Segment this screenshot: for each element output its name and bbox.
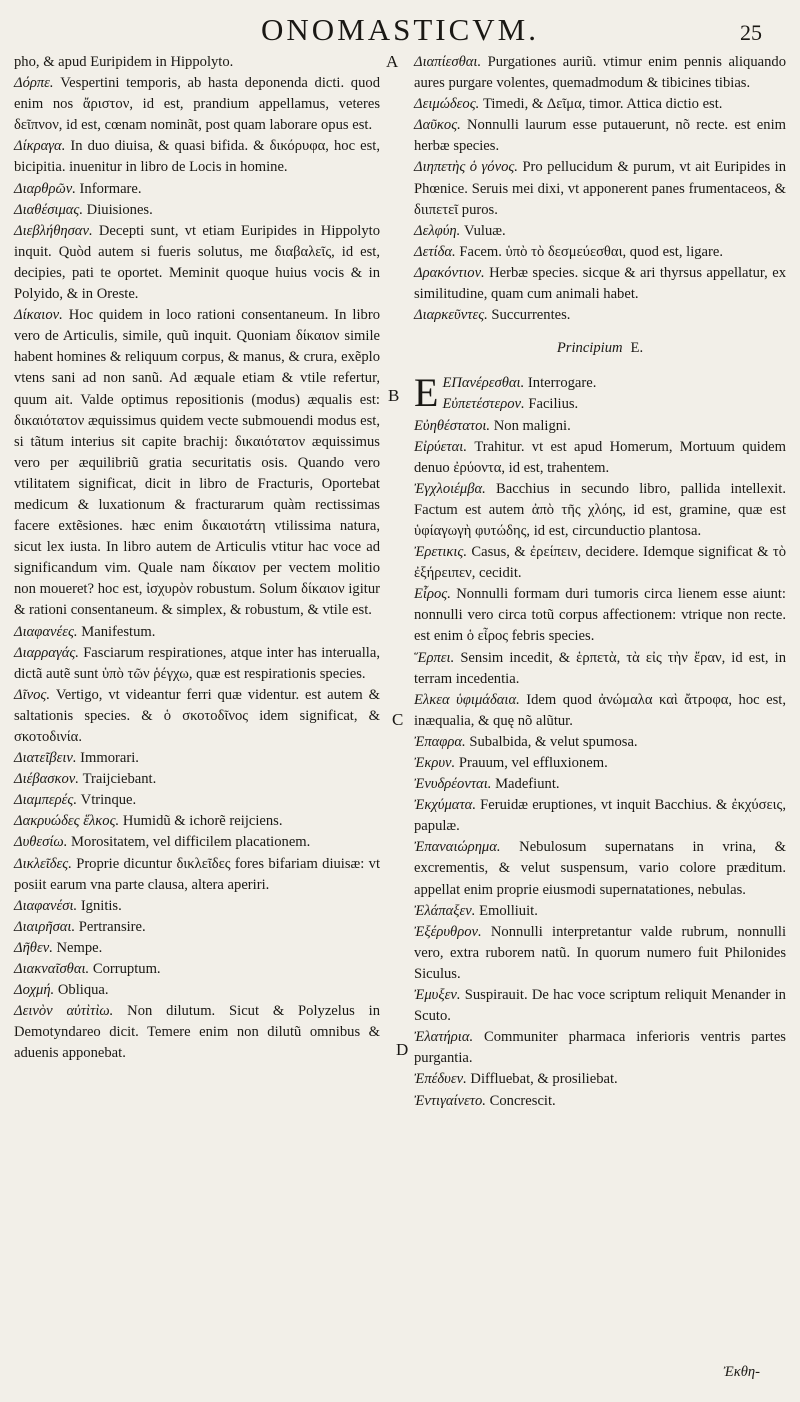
dictionary-entry: [414, 242, 786, 263]
dictionary-entry: [414, 732, 786, 753]
dictionary-entry: [14, 643, 380, 685]
section-heading-label: Principium: [556, 340, 623, 357]
entry-headword: Ἐκχύματα.: [414, 797, 476, 814]
entry-gloss: Ignitis.: [80, 897, 122, 914]
entry-gloss: Suspirauit. De hac voce scriptum reliquit Menander in Scuto.: [414, 987, 786, 1025]
dictionary-entry: [414, 305, 786, 326]
entry-gloss: Bacchius in secundo libro, pallida intellexit. Factum est autem ἀπὸ τῆς χλόης, id est, gramine, quæ est ὑφίαγωγὴ φυτώδης, id est, circunductio plantosa.: [414, 480, 786, 539]
dictionary-entry: [414, 52, 786, 94]
entry-gloss: Pertransire.: [78, 918, 146, 935]
entry-headword: Δρακόντιον.: [414, 264, 485, 281]
entry-headword: Δῖνος.: [14, 686, 50, 703]
entry-headword: ΕΠανέρεσθαι.: [442, 375, 525, 392]
entry-headword: Διαθέσιμας.: [14, 201, 84, 218]
dictionary-entry: [414, 648, 786, 690]
dictionary-entry: [14, 811, 380, 832]
dictionary-entry: [14, 73, 380, 136]
dictionary-entry: [414, 774, 786, 795]
entry-headword: Δίκαιον.: [14, 307, 63, 324]
margin-marker-b: B: [388, 386, 400, 405]
catchword: Ἐκθη-: [723, 1364, 760, 1380]
dictionary-entry: [414, 985, 786, 1027]
entry-gloss: Diffluebat, & prosiliebat.: [470, 1071, 618, 1088]
dictionary-entry: [14, 136, 380, 178]
entry-headword: Διαμπερές.: [14, 792, 77, 809]
entry-gloss: Non maligni.: [493, 417, 571, 434]
entry-headword: Δακρυώδες ἕλκος.: [14, 813, 120, 830]
entry-gloss: Idem quod ἀνώμαλα καὶ ἄτροφα, hoc est, inæqualia, & quę nõ alũtur.: [414, 691, 786, 729]
entry-headword: Δόρπε.: [14, 75, 54, 92]
entry-gloss: Immorari.: [80, 750, 139, 767]
entry-gloss: Prauum, vel effluxionem.: [458, 755, 608, 771]
dictionary-entry: [414, 690, 786, 732]
margin-marker-d: D: [396, 1040, 409, 1059]
dictionary-entry: [414, 1091, 786, 1112]
entry-headword: Διέβασκον.: [14, 771, 79, 788]
entry-headword: Δοχμή.: [14, 982, 55, 999]
dictionary-entry: [14, 854, 380, 896]
dictionary-entry: [14, 685, 380, 748]
dictionary-entry: [14, 790, 380, 811]
entry-headword: Ἐλάπαξεν.: [414, 902, 476, 919]
entry-headword: Εἰρύεται.: [414, 438, 468, 455]
entry-gloss: Nebulosum supernatans in vrina, & excrementis, & velut suspensum, vario colore præditum. appellat enim proprie eiusmodi supernatationes, nebulas.: [414, 839, 786, 898]
entry-gloss: Casus, & ἐρείπειν, decidere. Idemque significat & τὸ ἐξήρειπεν, cecidit.: [414, 544, 787, 582]
entry-headword: Διαφανέσι.: [14, 897, 78, 914]
entry-gloss: Succurrentes.: [491, 307, 571, 324]
dictionary-entry: [414, 584, 786, 647]
dictionary-entry: [414, 394, 786, 415]
entry-gloss: Communiter pharmaca inferioris ventris partes purgantia.: [414, 1029, 786, 1067]
entry-gloss: Diuisiones.: [86, 201, 153, 218]
entry-headword: Διακναῖσθαι.: [14, 961, 90, 978]
entry-headword: Διαρραγάς.: [14, 644, 79, 661]
dictionary-entry: [414, 416, 786, 437]
dictionary-entry: [414, 1027, 786, 1069]
entry-headword: Διεβλήθησαν.: [14, 222, 93, 239]
entry-gloss: Facem. ὑπὸ τὸ δεσμεύεσθαι, quod est, ligare.: [459, 243, 724, 260]
entry-gloss: Proprie dicuntur δικλεῖδες fores bifariam diuisæ: vt posiit earum vna parte clausa, altera aperiri.: [14, 855, 380, 893]
entry-gloss: Concrescit.: [489, 1092, 556, 1109]
dictionary-entry: [414, 837, 786, 900]
entry-headword: Δελφύη.: [414, 222, 461, 239]
dictionary-entry: [14, 769, 380, 790]
entry-gloss: Traijciebant.: [82, 771, 157, 788]
entry-gloss: Decepti sunt, vt etiam Euripides in Hippolyto inquit. Quòd autem si fueris solutus, me διαβαλεῖς, id est, decipies, pati te oportet. Meminit quoque huius vocis & in Polyido, & in Oreste.: [14, 222, 380, 303]
entry-headword: Δεινὸν αὐτὶτὶω.: [14, 1003, 114, 1020]
page-number: 25: [740, 20, 762, 45]
entry-headword: Ἐρετικις.: [414, 544, 468, 561]
entry-gloss: Manifestum.: [81, 623, 156, 640]
dictionary-entry: [414, 542, 786, 584]
entry-headword: Εὐπετέστερον.: [442, 396, 525, 413]
entry-gloss: Nonnulli laurum esse putauerunt, nõ recte. est enim herbæ species.: [414, 117, 786, 155]
entry-headword: Διαρθρῶν.: [14, 180, 76, 197]
dictionary-entry: [414, 263, 786, 305]
dictionary-entry: [414, 795, 786, 837]
entry-gloss: Non dilutum. Sicut & Polyzelus in Demotyndareo dicit. Temere enim non dilutũ omnibus & aduenis apponebat.: [14, 1003, 380, 1062]
dictionary-entry: [414, 157, 786, 220]
entry-headword: Ελκεα ὑφιμάδαια.: [414, 691, 520, 708]
entry-headword: Δειμώδεος.: [414, 96, 480, 113]
entry-headword: Ἐκρυν.: [414, 755, 456, 771]
dictionary-entry: [14, 938, 380, 959]
dictionary-entry: [14, 305, 380, 621]
entry-gloss: Emolliuit.: [479, 902, 538, 919]
dictionary-entry: [414, 753, 786, 774]
entry-gloss: Facilius.: [528, 396, 579, 413]
entry-gloss: Nonnulli formam duri tumoris circa lienem esse aiunt: nonnulli vero circa totũ corpus affectionem: vtrique non recte. est enim ὁ εἶρος febris species.: [414, 586, 786, 645]
entry-headword: Ἐμυξεν.: [414, 987, 461, 1004]
entry-gloss: Interrogare.: [527, 375, 597, 392]
entry-gloss: Subalbida, & velut spumosa.: [469, 733, 638, 750]
dictionary-entry: [14, 832, 380, 853]
entry-gloss: Morositatem, vel difficilem placationem.: [71, 834, 311, 851]
entry-headword: Διαιρῆσαι.: [14, 918, 76, 935]
entry-headword: Διηπετὴς ὁ γόνος.: [414, 159, 518, 176]
dictionary-entry: [14, 179, 380, 200]
entry-gloss: Vtrinque.: [80, 792, 137, 809]
entry-headword: Ἐνυδρέονται.: [414, 776, 492, 793]
section-heading-letter: E.: [630, 340, 644, 357]
dictionary-entry: [414, 922, 786, 985]
dictionary-entry: [414, 901, 786, 922]
entry-headword: Ἐξέρυθρον.: [414, 923, 482, 940]
entry-headword: Διαρκεῦντες.: [414, 307, 488, 324]
entry-headword: Εὐηθέστατοι.: [414, 417, 491, 434]
dictionary-entry: [414, 479, 786, 542]
margin-marker-c: C: [392, 710, 404, 729]
dictionary-entry: [414, 94, 786, 115]
dictionary-entry: [14, 52, 380, 73]
entry-headword: Ἐγχλοιέμβα.: [414, 480, 486, 497]
entry-gloss: Trahitur. vt est apud Homerum, Mortuum quidem denuo ἐρύοντα, id est, trahentem.: [414, 438, 786, 476]
left-column: [14, 52, 380, 1065]
entry-headword: Ἐπαφρα.: [414, 733, 466, 750]
entry-gloss: Vuluæ.: [463, 222, 506, 239]
entry-gloss: Corruptum.: [92, 961, 161, 978]
entry-gloss: Vespertini temporis, ab hasta deponenda dicti. quod enim nos ἄριστον, id est, prandium appellamus, veteres δεῖπνον, id est, cœnam nominãt, post quam laborare opus est.: [14, 75, 380, 134]
entry-gloss: Informare.: [79, 180, 142, 197]
entry-headword: Δίκραγα.: [14, 138, 66, 155]
entry-headword: Δαῦκος.: [414, 117, 461, 134]
entry-gloss: Humidũ & ichorẽ reijciens.: [122, 813, 283, 830]
entry-gloss: Nempe.: [56, 939, 103, 956]
entry-gloss: Pro pellucidum & purum, vt ait Euripides in Phœnice. Seruis mei dixi, vt apponerent panes frumentaceos, & διιπετεῖ puros.: [414, 159, 787, 218]
dictionary-entry: [14, 917, 380, 938]
entry-gloss: Herbæ species. sicque & ari thyrsus appellatur, ex similitudine, quam cum animali habet.: [414, 264, 786, 303]
entry-headword: Διαφανέες.: [14, 623, 78, 640]
entry-headword: Ἕρπει.: [414, 649, 455, 666]
entry-gloss: Timedi, & Δεῖμα, timor. Attica dictio est.: [482, 96, 723, 113]
entry-gloss: Hoc quidem in loco rationi consentaneum. In libro vero de Articulis, simile, quũ inquit. Quoniam δίκαιον simile habent homines & reliquum corpus, & manus, & crura, exẽplo vtens sani ad non sanũ. Ad æquale etiam & vtile refertur, quum ait. Valde optimus repositionis (modus) æqualis est: δικαιότατον æquissimus quidem vecte submouendi modus est, si tãtum interius sit capite brachij: δικαιότατον æquissimus vero per æquilibriũ gratia securitatis osis. Quando vero vtilitatem significat, dicit in libro de Fracturis, Oportebat medicum & luxationum & fracturarum quàm rectissimas facere extẽsiones. hæc enim δικαιοτάτη vtilissima natura, sicut lex iusta. In libro autem de Articulis vtitur hac voce ad significandum vim. Quale nam δίκαιον per vectem molitio non moueret? hoc est, ἰσχυρὸν robustum. Solum δίκαιον igitur & rationi consentaneum. & simplex, & robustum, & vtile est.: [14, 307, 380, 619]
entry-headword: Ἐπαναιώρημα.: [414, 839, 501, 856]
entry-headword: Ἐλατήρια.: [414, 1029, 474, 1046]
entry-headword: Δικλεῖδες.: [14, 855, 72, 872]
entry-headword: Ἐπέδυεν.: [414, 1071, 467, 1088]
dictionary-entry: [414, 437, 786, 479]
entry-gloss: Fasciarum respirationes, atque inter has interualla, dictã autẽ sunt ὑπὸ τῶν ῥέγχω, quæ est respirationis species.: [14, 644, 380, 682]
dictionary-entry: [14, 1001, 380, 1064]
entry-gloss: Madefiunt.: [495, 776, 560, 793]
entry-gloss: In duo diuisa, & quasi bifida. & δικόρυφα, hoc est, bicipitia. inuenitur in libro de Locis in homine.: [14, 138, 380, 176]
entry-headword: Δετίδα.: [414, 243, 456, 260]
dictionary-entry: [14, 896, 380, 917]
dictionary-entry: [14, 221, 380, 305]
dictionary-entry: [14, 980, 380, 1001]
right-column: [414, 52, 786, 1112]
dictionary-entry: [14, 200, 380, 221]
entry-headword: Ἐντιγαίνετο.: [414, 1092, 486, 1109]
dictionary-entry: [14, 959, 380, 980]
entry-gloss: Obliqua.: [57, 982, 109, 999]
entry-headword: Εἶρος.: [414, 586, 451, 603]
dictionary-entry: [414, 1069, 786, 1090]
entry-gloss: Feruidæ eruptiones, vt inquit Bacchius. & ἐκχύσεις, papulæ.: [414, 797, 786, 835]
entry-gloss: pho, & apud Euripidem in Hippolyto.: [14, 54, 234, 70]
entry-gloss: Sensim incedit, & ἑρπετὰ, τὰ εἰς τὴν ἔραν, id est, in terram incedentia.: [414, 649, 786, 687]
dictionary-entry: [414, 221, 786, 242]
entry-headword: Διατεῖβειν.: [14, 750, 77, 767]
margin-marker-a: A: [386, 52, 399, 71]
entry-gloss: Vertigo, vt videantur ferri quæ videntur. est autem & saltationis species. & ὁ σκοτοδῖνος idem significat, & σκοτοδινία.: [14, 686, 380, 745]
entry-headword: Δυθεσίω.: [14, 834, 68, 851]
running-title: ONOMASTICVM.: [261, 12, 539, 47]
dictionary-entry: [14, 748, 380, 769]
entry-headword: Δῆθεν.: [14, 939, 53, 956]
dictionary-entry: [14, 622, 380, 643]
entry-gloss: Nonnulli interpretantur valde rubrum, nonnulli vero, extra ruborem natũ. In quorum numero fuit Philonides Siculus.: [414, 923, 787, 982]
entry-gloss: Purgationes auriũ. vtimur enim pennis aliquando aures purgare volentes, quemadmodum & tibicines tibias.: [414, 54, 787, 92]
section-heading: [414, 338, 786, 359]
dictionary-entry: [414, 115, 786, 157]
entry-headword: Διαπίεσθαι.: [414, 54, 482, 70]
drop-initial: E: [414, 370, 439, 416]
